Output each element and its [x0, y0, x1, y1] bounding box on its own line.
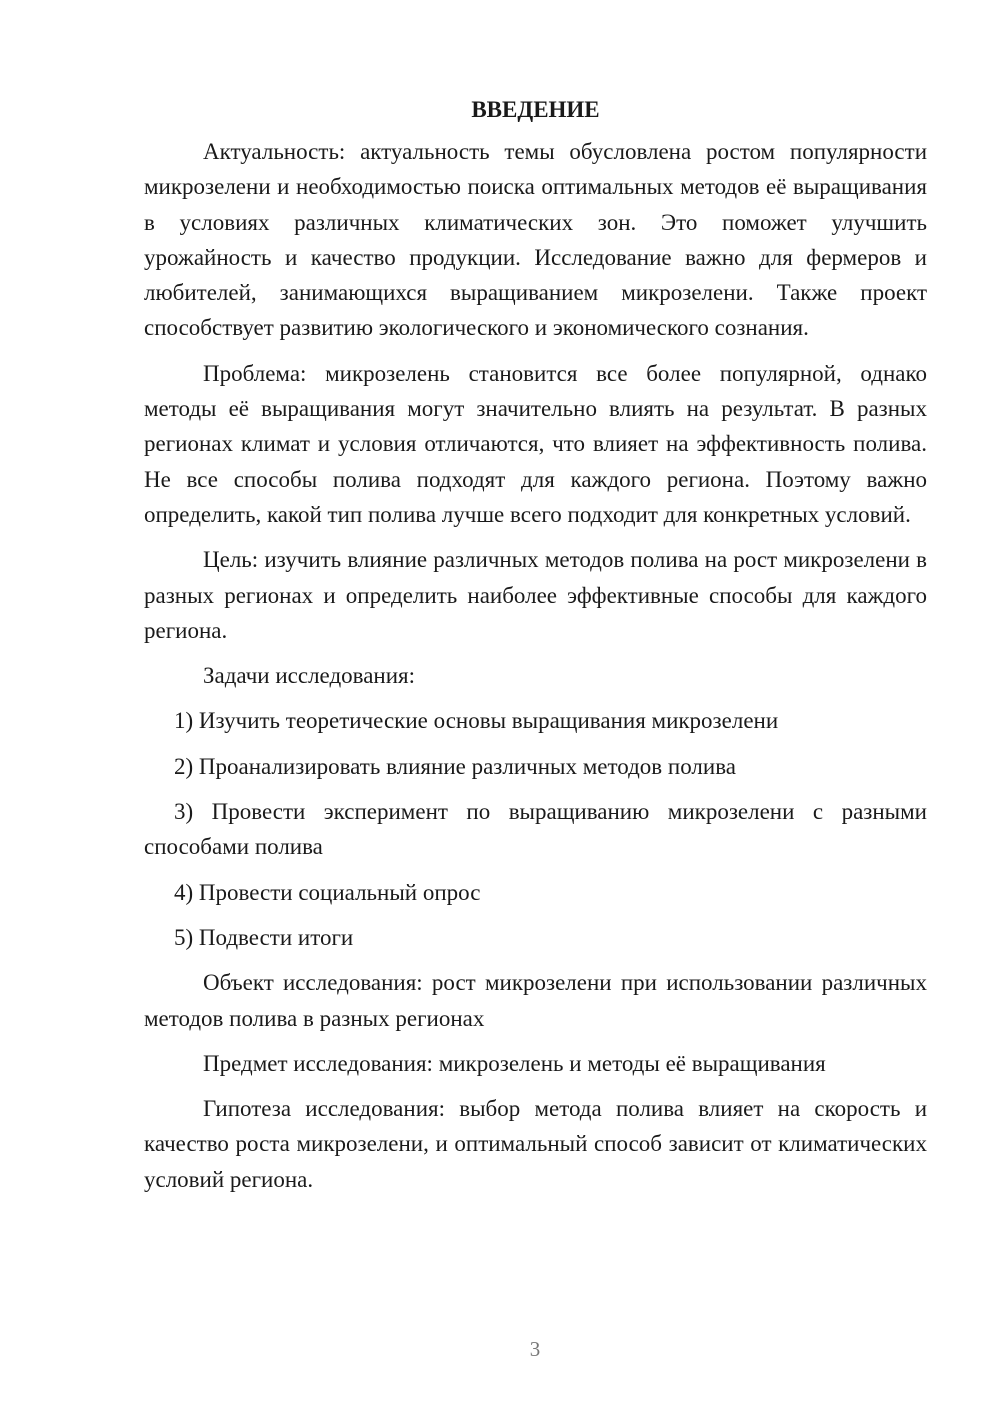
- paragraph-tasks-heading: Задачи исследования:: [203, 663, 416, 689]
- page-number: 3: [529, 1337, 541, 1361]
- document-body: [144, 92, 927, 1207]
- section-title: ВВЕДЕНИЕ: [471, 97, 600, 122]
- paragraph-relevance: Актуальность: актуальность темы обусловлена ростом популярности микрозелени и необходимостью поиска оптимальных методов её выращивания в условиях различных климатических зон. Это поможет улучшить урожайность и качество продукции. Исследование важно для фермеров и любителей, занимающихся выращиванием микрозелени. Также проект способствует развитию экологического и экономического сознания.: [144, 139, 927, 341]
- paragraph-hypothesis: Гипотеза исследования: выбор метода полива влияет на скорость и качество роста микрозелени, и оптимальный способ зависит от климатических условий региона.: [144, 1096, 927, 1192]
- paragraph-subject: Предмет исследования: микрозелень и методы её выращивания: [203, 1050, 826, 1076]
- task-item-2: 2) Проанализировать влияние различных методов полива: [174, 753, 736, 779]
- task-item-1: 1) Изучить теоретические основы выращивания микрозелени: [174, 708, 779, 734]
- paragraph-goal: Цель: изучить влияние различных методов полива на рост микрозелени в разных регионах и определить наиболее эффективные способы для каждого региона.: [144, 547, 927, 643]
- task-item-3: 3) Провести эксперимент по выращиванию микрозелени с разными способами полива: [144, 799, 927, 860]
- paragraph-problem: Проблема: микрозелень становится все более популярной, однако методы её выращивания могут значительно влиять на результат. В разных регионах климат и условия отличаются, что влияет на эффективность полива. Не все способы полива подходят для каждого региона. Поэтому важно определить, какой тип полива лучше всего подходит для конкретных условий.: [144, 360, 927, 527]
- task-item-5: 5) Подвести итоги: [174, 924, 354, 950]
- paragraph-object: Объект исследования: рост микрозелени при использовании различных методов полива в разных регионах: [144, 970, 927, 1031]
- task-item-4: 4) Провести социальный опрос: [174, 879, 481, 905]
